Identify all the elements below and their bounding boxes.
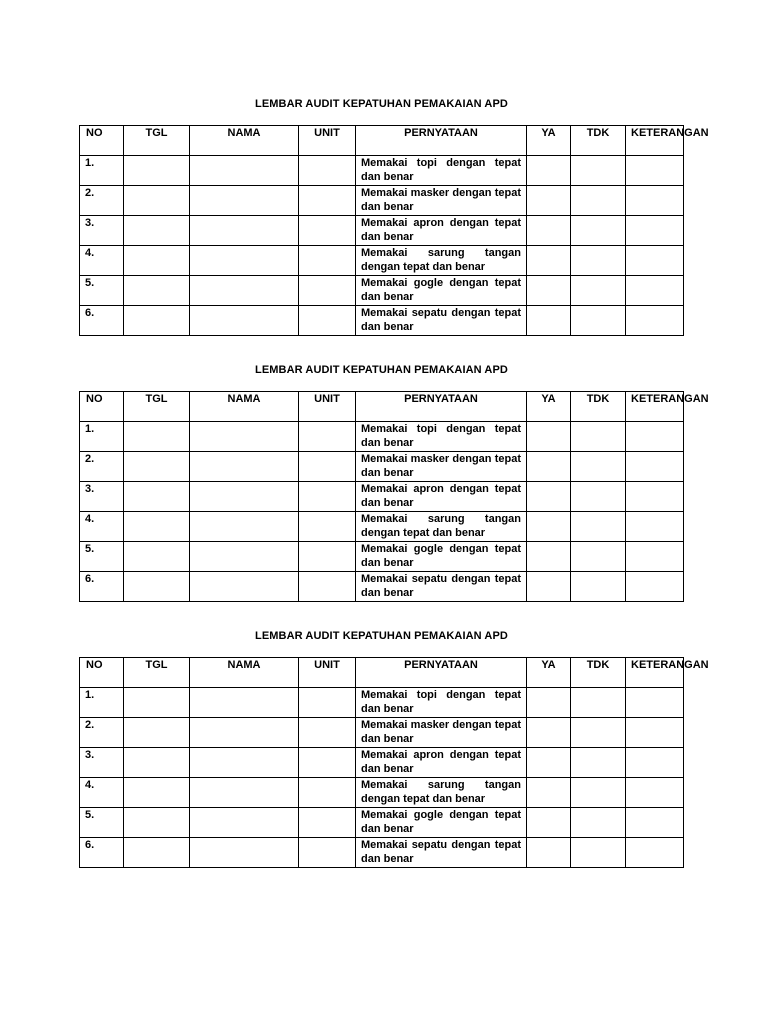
- nama-cell[interactable]: [190, 808, 299, 838]
- table-row: [80, 572, 684, 602]
- nama-cell[interactable]: [190, 156, 299, 186]
- form-title: LEMBAR AUDIT KEPATUHAN PEMAKAIAN APD: [255, 630, 508, 642]
- tgl-cell[interactable]: [124, 482, 190, 512]
- statement-cell: Memakai sepatu dengan tepat dan benar: [356, 306, 527, 336]
- tdk-cell[interactable]: [571, 186, 626, 216]
- nama-cell[interactable]: [190, 452, 299, 482]
- row-number: 1.: [80, 422, 124, 452]
- table-row: [80, 808, 684, 838]
- nama-cell[interactable]: [190, 688, 299, 718]
- nama-cell[interactable]: [190, 718, 299, 748]
- row-number: 3.: [80, 216, 124, 246]
- tgl-cell[interactable]: [124, 718, 190, 748]
- keterangan-cell[interactable]: [626, 718, 684, 748]
- nama-cell[interactable]: [190, 186, 299, 216]
- nama-cell[interactable]: [190, 778, 299, 808]
- ya-cell[interactable]: [527, 246, 571, 276]
- table-header-row: [80, 126, 684, 156]
- table-row: [80, 748, 684, 778]
- form-title: LEMBAR AUDIT KEPATUHAN PEMAKAIAN APD: [255, 364, 508, 376]
- row-number: 4.: [80, 246, 124, 276]
- table-row: [80, 512, 684, 542]
- header-ya: YA: [527, 126, 571, 156]
- tgl-cell[interactable]: [124, 156, 190, 186]
- ya-cell[interactable]: [527, 688, 571, 718]
- header-ya: YA: [527, 658, 571, 688]
- nama-cell[interactable]: [190, 216, 299, 246]
- table-row: [80, 216, 684, 246]
- keterangan-cell[interactable]: [626, 808, 684, 838]
- keterangan-cell[interactable]: [626, 246, 684, 276]
- table-row: [80, 156, 684, 186]
- ya-cell[interactable]: [527, 276, 571, 306]
- unit-cell[interactable]: [299, 246, 356, 276]
- tdk-cell[interactable]: [571, 688, 626, 718]
- keterangan-cell[interactable]: [626, 306, 684, 336]
- ya-cell[interactable]: [527, 572, 571, 602]
- header-tgl: TGL: [124, 392, 190, 422]
- header-nama: NAMA: [190, 392, 299, 422]
- row-number: 1.: [80, 688, 124, 718]
- ya-cell[interactable]: [527, 216, 571, 246]
- table-row: [80, 688, 684, 718]
- nama-cell[interactable]: [190, 276, 299, 306]
- unit-cell[interactable]: [299, 748, 356, 778]
- table-row: [80, 778, 684, 808]
- tdk-cell[interactable]: [571, 512, 626, 542]
- tdk-cell[interactable]: [571, 572, 626, 602]
- statement-cell: Memakai masker dengan tepat dan benar: [356, 718, 527, 748]
- statement-cell: Memakai sarung tangan dengan tepat dan benar: [356, 778, 527, 808]
- ya-cell[interactable]: [527, 452, 571, 482]
- ya-cell[interactable]: [527, 542, 571, 572]
- table-header-row: [80, 658, 684, 688]
- tgl-cell[interactable]: [124, 306, 190, 336]
- keterangan-cell[interactable]: [626, 542, 684, 572]
- nama-cell[interactable]: [190, 482, 299, 512]
- statement-cell: Memakai sarung tangan dengan tepat dan benar: [356, 512, 527, 542]
- row-number: 5.: [80, 542, 124, 572]
- tgl-cell[interactable]: [124, 748, 190, 778]
- keterangan-cell[interactable]: [626, 186, 684, 216]
- statement-cell: Memakai apron dengan tepat dan benar: [356, 482, 527, 512]
- tdk-cell[interactable]: [571, 808, 626, 838]
- table-row: [80, 542, 684, 572]
- unit-cell[interactable]: [299, 778, 356, 808]
- audit-table: [79, 657, 709, 868]
- header-no: NO: [80, 658, 124, 688]
- keterangan-cell[interactable]: [626, 748, 684, 778]
- header-nama: NAMA: [190, 126, 299, 156]
- table-row: [80, 718, 684, 748]
- tgl-cell[interactable]: [124, 808, 190, 838]
- statement-cell: Memakai topi dengan tepat dan benar: [356, 688, 527, 718]
- nama-cell[interactable]: [190, 572, 299, 602]
- nama-cell[interactable]: [190, 306, 299, 336]
- header-unit: UNIT: [299, 392, 356, 422]
- tgl-cell[interactable]: [124, 838, 190, 868]
- tdk-cell[interactable]: [571, 542, 626, 572]
- statement-cell: Memakai gogle dengan tepat dan benar: [356, 542, 527, 572]
- statement-cell: Memakai sarung tangan dengan tepat dan benar: [356, 246, 527, 276]
- statement-cell: Memakai gogle dengan tepat dan benar: [356, 276, 527, 306]
- statement-cell: Memakai sepatu dengan tepat dan benar: [356, 572, 527, 602]
- header-no: NO: [80, 126, 124, 156]
- statement-cell: Memakai gogle dengan tepat dan benar: [356, 808, 527, 838]
- statement-cell: Memakai topi dengan tepat dan benar: [356, 156, 527, 186]
- header-tgl: TGL: [124, 658, 190, 688]
- tdk-cell[interactable]: [571, 216, 626, 246]
- tdk-cell[interactable]: [571, 422, 626, 452]
- tgl-cell[interactable]: [124, 572, 190, 602]
- keterangan-cell[interactable]: [626, 216, 684, 246]
- ya-cell[interactable]: [527, 422, 571, 452]
- unit-cell[interactable]: [299, 838, 356, 868]
- nama-cell[interactable]: [190, 512, 299, 542]
- header-keterangan: KETERANGAN: [626, 658, 684, 688]
- row-number: 4.: [80, 778, 124, 808]
- tgl-cell[interactable]: [124, 688, 190, 718]
- audit-table: [79, 125, 709, 336]
- header-tdk: TDK: [571, 126, 626, 156]
- header-nama: NAMA: [190, 658, 299, 688]
- header-pernyataan: PERNYATAAN: [356, 126, 527, 156]
- keterangan-cell[interactable]: [626, 276, 684, 306]
- header-unit: UNIT: [299, 658, 356, 688]
- audit-form-3: [79, 629, 709, 868]
- header-tdk: TDK: [571, 392, 626, 422]
- nama-cell[interactable]: [190, 748, 299, 778]
- row-number: 5.: [80, 276, 124, 306]
- header-ya: YA: [527, 392, 571, 422]
- ya-cell[interactable]: [527, 778, 571, 808]
- row-number: 2.: [80, 718, 124, 748]
- keterangan-cell[interactable]: [626, 482, 684, 512]
- tdk-cell[interactable]: [571, 718, 626, 748]
- ya-cell[interactable]: [527, 808, 571, 838]
- keterangan-cell[interactable]: [626, 422, 684, 452]
- table-row: [80, 306, 684, 336]
- unit-cell[interactable]: [299, 542, 356, 572]
- row-number: 2.: [80, 186, 124, 216]
- row-number: 1.: [80, 156, 124, 186]
- table-row: [80, 186, 684, 216]
- tgl-cell[interactable]: [124, 276, 190, 306]
- ya-cell[interactable]: [527, 156, 571, 186]
- tgl-cell[interactable]: [124, 246, 190, 276]
- ya-cell[interactable]: [527, 186, 571, 216]
- row-number: 5.: [80, 808, 124, 838]
- row-number: 3.: [80, 748, 124, 778]
- table-row: [80, 838, 684, 868]
- keterangan-cell[interactable]: [626, 572, 684, 602]
- header-tdk: TDK: [571, 658, 626, 688]
- table-row: [80, 452, 684, 482]
- row-number: 2.: [80, 452, 124, 482]
- header-tgl: TGL: [124, 126, 190, 156]
- tdk-cell[interactable]: [571, 838, 626, 868]
- nama-cell[interactable]: [190, 838, 299, 868]
- audit-form-2: [79, 363, 709, 602]
- unit-cell[interactable]: [299, 512, 356, 542]
- row-number: 3.: [80, 482, 124, 512]
- statement-cell: Memakai masker dengan tepat dan benar: [356, 186, 527, 216]
- nama-cell[interactable]: [190, 422, 299, 452]
- tgl-cell[interactable]: [124, 422, 190, 452]
- statement-cell: Memakai topi dengan tepat dan benar: [356, 422, 527, 452]
- tdk-cell[interactable]: [571, 156, 626, 186]
- keterangan-cell[interactable]: [626, 778, 684, 808]
- table-row: [80, 482, 684, 512]
- header-keterangan: KETERANGAN: [626, 126, 684, 156]
- tdk-cell[interactable]: [571, 748, 626, 778]
- unit-cell[interactable]: [299, 688, 356, 718]
- unit-cell[interactable]: [299, 422, 356, 452]
- table-row: [80, 422, 684, 452]
- ya-cell[interactable]: [527, 748, 571, 778]
- unit-cell[interactable]: [299, 156, 356, 186]
- keterangan-cell[interactable]: [626, 838, 684, 868]
- ya-cell[interactable]: [527, 482, 571, 512]
- nama-cell[interactable]: [190, 246, 299, 276]
- header-pernyataan: PERNYATAAN: [356, 392, 527, 422]
- unit-cell[interactable]: [299, 452, 356, 482]
- unit-cell[interactable]: [299, 276, 356, 306]
- unit-cell[interactable]: [299, 306, 356, 336]
- tdk-cell[interactable]: [571, 246, 626, 276]
- keterangan-cell[interactable]: [626, 156, 684, 186]
- tdk-cell[interactable]: [571, 306, 626, 336]
- table-row: [80, 276, 684, 306]
- row-number: 6.: [80, 838, 124, 868]
- row-number: 6.: [80, 572, 124, 602]
- audit-form-1: [79, 97, 709, 336]
- form-title: LEMBAR AUDIT KEPATUHAN PEMAKAIAN APD: [255, 98, 508, 110]
- tdk-cell[interactable]: [571, 778, 626, 808]
- tdk-cell[interactable]: [571, 452, 626, 482]
- row-number: 4.: [80, 512, 124, 542]
- tgl-cell[interactable]: [124, 778, 190, 808]
- row-number: 6.: [80, 306, 124, 336]
- tgl-cell[interactable]: [124, 512, 190, 542]
- unit-cell[interactable]: [299, 186, 356, 216]
- tgl-cell[interactable]: [124, 542, 190, 572]
- statement-cell: Memakai apron dengan tepat dan benar: [356, 216, 527, 246]
- keterangan-cell[interactable]: [626, 452, 684, 482]
- nama-cell[interactable]: [190, 542, 299, 572]
- unit-cell[interactable]: [299, 482, 356, 512]
- keterangan-cell[interactable]: [626, 512, 684, 542]
- ya-cell[interactable]: [527, 512, 571, 542]
- table-header-row: [80, 392, 684, 422]
- ya-cell[interactable]: [527, 306, 571, 336]
- statement-cell: Memakai apron dengan tepat dan benar: [356, 748, 527, 778]
- header-keterangan: KETERANGAN: [626, 392, 684, 422]
- header-unit: UNIT: [299, 126, 356, 156]
- unit-cell[interactable]: [299, 572, 356, 602]
- tgl-cell[interactable]: [124, 186, 190, 216]
- tgl-cell[interactable]: [124, 216, 190, 246]
- tdk-cell[interactable]: [571, 276, 626, 306]
- header-no: NO: [80, 392, 124, 422]
- tdk-cell[interactable]: [571, 482, 626, 512]
- statement-cell: Memakai sepatu dengan tepat dan benar: [356, 838, 527, 868]
- ya-cell[interactable]: [527, 718, 571, 748]
- tgl-cell[interactable]: [124, 452, 190, 482]
- header-pernyataan: PERNYATAAN: [356, 658, 527, 688]
- ya-cell[interactable]: [527, 838, 571, 868]
- statement-cell: Memakai masker dengan tepat dan benar: [356, 452, 527, 482]
- keterangan-cell[interactable]: [626, 688, 684, 718]
- audit-table: [79, 391, 709, 602]
- unit-cell[interactable]: [299, 216, 356, 246]
- unit-cell[interactable]: [299, 718, 356, 748]
- table-row: [80, 246, 684, 276]
- unit-cell[interactable]: [299, 808, 356, 838]
